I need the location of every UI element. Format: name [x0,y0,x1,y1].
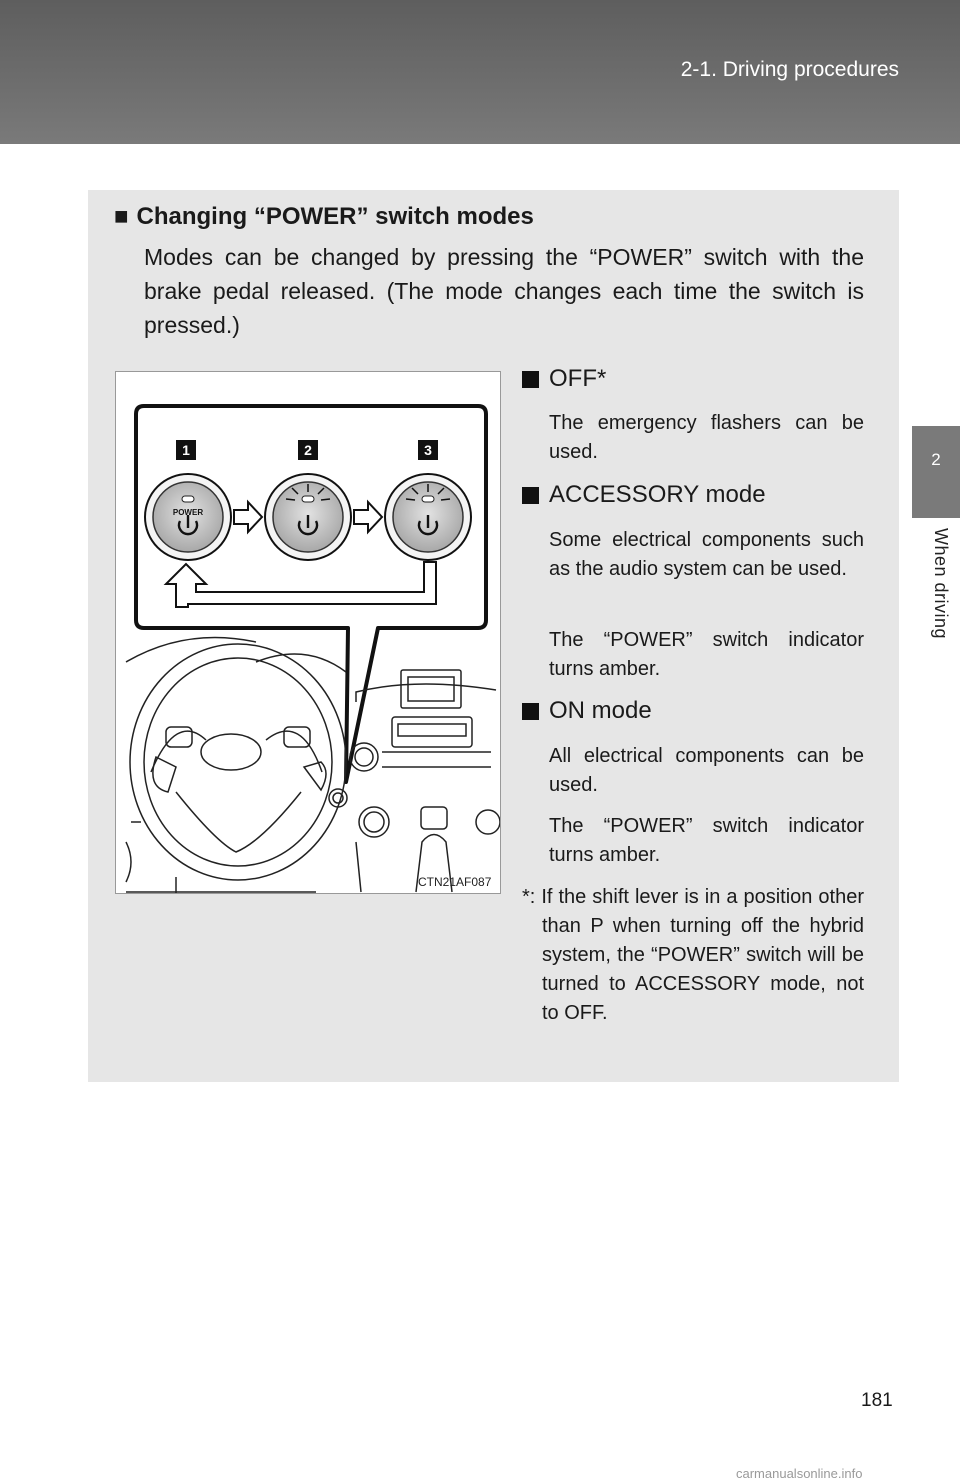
item-3-text: All electrical components can be used. [549,745,864,796]
item-1-text: The emergency flashers can be used. [549,412,864,463]
section-heading [114,203,534,231]
intro-paragraph: Modes can be changed by pressing the “POWER” switch with the brake pedal released. (The mode changes each time the switch is pressed.) [144,244,864,338]
power-button-off [145,474,231,560]
power-button-label: POWER [172,508,204,517]
power-button-on [385,474,471,560]
item-3-title: ON mode [549,697,652,724]
item-3-text-2: The “POWER” switch indicator turns amber. [549,815,864,866]
item-2-text: Some electrical components such as the audio system can be used. [549,529,864,580]
item-2-marker-icon [522,487,539,504]
item-1-title: OFF* [549,365,607,392]
callout-1-text: 1 [182,442,190,458]
header-section-title: 2-1. Driving procedures [680,58,899,81]
power-button-accessory [265,474,351,560]
watermark[interactable]: carmanualsonline.info [736,1466,863,1481]
item-2-title: ACCESSORY mode [549,481,766,508]
callout-3-text: 3 [424,442,432,458]
page-header [0,0,960,144]
illustration-drawing [116,372,500,893]
dashboard-drawing [126,638,500,894]
callout-2-text: 2 [304,442,312,458]
item-1-marker-icon [522,371,539,388]
item-2-text-2: The “POWER” switch indicator turns amber. [549,629,864,680]
power-switch-illustration [115,371,501,894]
chapter-tab-label: When driving [931,528,951,640]
footnote: *: If the shift lever is in a position other than P when turning off the hybrid system, the “POWER” switch will be turned to ACCESSORY mode, not to OFF. [522,886,864,1024]
page-number: 181 [861,1390,893,1411]
section-heading-text: Changing “POWER” switch modes [136,203,534,230]
heading-square-icon: ■ [114,203,129,230]
item-3-marker-icon [522,703,539,720]
chapter-tab-number[interactable]: 2 [912,426,960,518]
figure-code: CTN21AF087 [418,875,492,889]
